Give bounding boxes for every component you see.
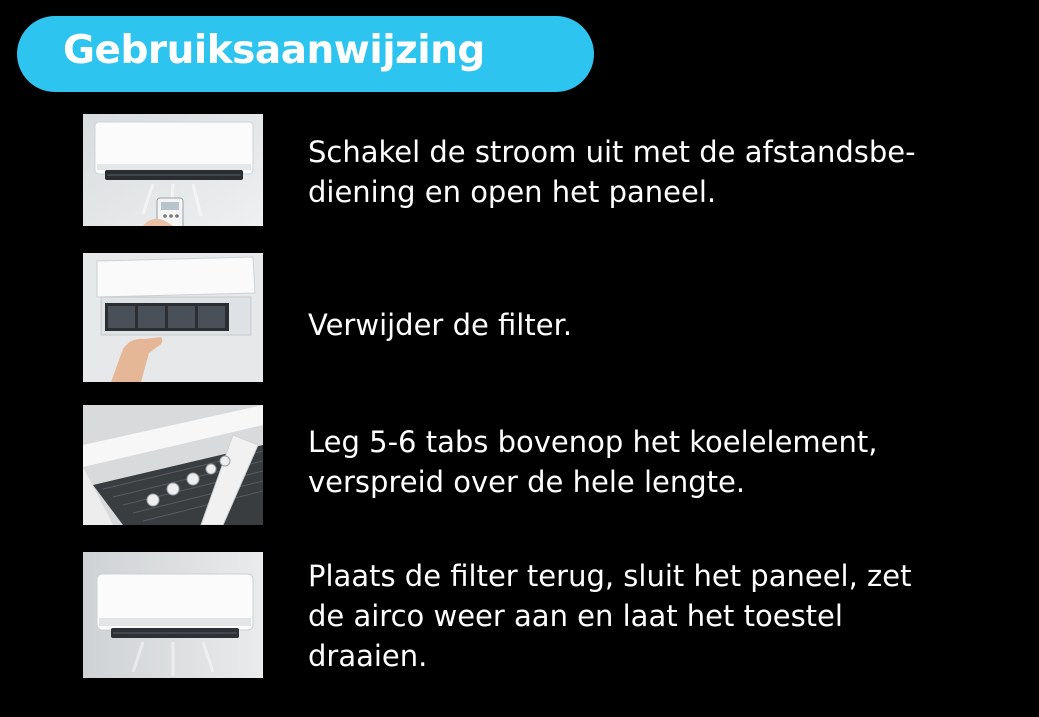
step-1-text	[308, 132, 1008, 212]
step-4-line-3: draaien.	[308, 639, 428, 673]
airco-with-remote-photo	[83, 114, 263, 226]
airco-filter-removal-photo	[83, 253, 263, 382]
title-banner	[17, 16, 594, 92]
step-3-line-2: verspreid over de hele lengte.	[308, 465, 746, 499]
step-4-text	[308, 556, 1008, 676]
cooling-element-tabs-photo	[83, 405, 263, 525]
step-3-text	[308, 422, 1008, 502]
step-4-line-2: de airco weer aan en laat het toestel	[308, 599, 843, 633]
step-2-line-1: Verwijder de filter.	[308, 308, 573, 342]
step-1-line-2: diening en open het paneel.	[308, 175, 717, 209]
step-3-line-1: Leg 5-6 tabs bovenop het koelelement,	[308, 425, 878, 459]
airco-closed-photo	[83, 552, 263, 678]
step-2-text	[308, 305, 1008, 345]
page-title: Gebruiksaanwijzing	[63, 28, 485, 73]
step-4-line-1: Plaats de filter terug, sluit het paneel, zet	[308, 559, 912, 593]
step-1-line-1: Schakel de stroom uit met de afstandsbe-	[308, 135, 916, 169]
